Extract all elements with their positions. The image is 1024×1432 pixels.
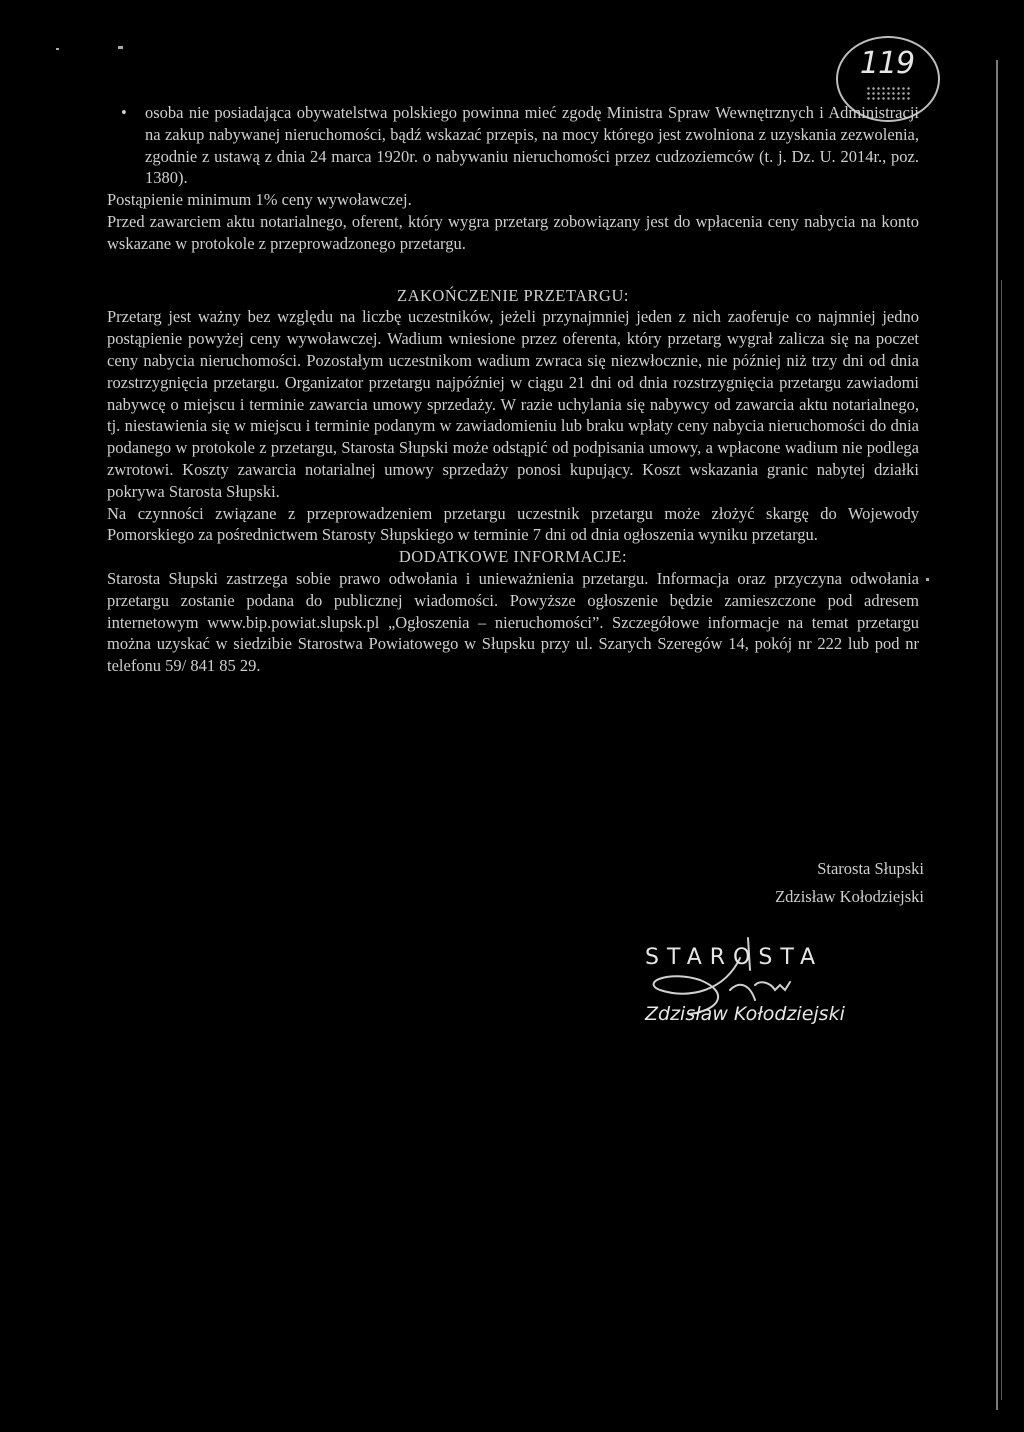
signature-title: Starosta Słupski <box>817 859 924 878</box>
paragraph-zakonczenie: Przetarg jest ważny bez względu na liczbę uczestników, jeżeli przynajmniej jeden z nich zaoferuje co najmniej jedno postąpienie powyżej ceny wywoławczej. Wadium wniesione przez oferenta, który przetarg wygrał zalicza się na poczet ceny nabycia nieruchomości. Pozostałym uczestnikom wadium zwraca się niezwłocznie, nie później niż trzy dni od dnia rozstrzygnięcia przetargu. Organizator przetargu najpóźniej w ciągu 21 dni od dnia rozstrzygnięcia przetargu zawiadomi nabywcę o miejscu i terminie zawarcia umowy sprzedaży. W razie uchylania się nabywcy od zawarcia aktu notarialnego, tj. niestawienia się w miejscu i terminie podanym w zawiadomieniu lub braku wpłaty ceny nabycia nieruchomości do dnia podanego w protokole z przetargu, Starosta Słupski może odstąpić od podpisania umowy, a wpłacone wadium nie podlega zwrotowi. Koszty zawarcia notarialnej umowy sprzedaży ponosi kupujący. Koszt wskazania granic nabytej działki pokrywa Starosta Słupski. <box>107 307 919 501</box>
paragraph-przed-zawarciem: Przed zawarciem aktu notarialnego, oferent, który wygra przetarg zobowiązany jest do wpłacenia ceny nabycia na konto wskazane w protokole z przeprowadzonego przetargu. <box>107 211 919 253</box>
signature-block <box>775 855 924 911</box>
bullet-item <box>107 102 919 189</box>
paragraph-dodatkowe: Starosta Słupski zastrzega sobie prawo odwołania i unieważnienia przetargu. Informacja oraz przyczyna odwołania przetargu zostanie podana do publicznej wiadomości. Powyższe ogłoszenie będzie zamieszczone pod adresem internetowym www.bip.powiat.slupsk.pl „Ogłoszenia – nieruchomości”. Szczegółowe informacje na temat przetargu można uzyskać w siedzibie Starostwa Powiatowego w Słupsku przy ul. Szarych Szeregów 14, pokój nr 222 lub pod nr telefonu 59/ 841 85 29. <box>107 568 919 676</box>
heading-dodatkowe: DODATKOWE INFORMACJE: <box>398 547 628 567</box>
bullet-text: osoba nie posiadająca obywatelstwa polskiego powinna mieć zgodę Ministra Spraw Wewnętrznych i Administracji na zakup nabywanej nieruchomości, bądź wskazać przepis, na mocy którego jest zwolniona z uzyskania zezwolenia, zgodnie z ustawą z dnia 24 marca 1920r. o nabywaniu nieruchomości przez cudzoziemców (t. j. Dz. U. 2014r., poz. 1380). <box>145 103 919 188</box>
scan-speck <box>118 46 123 49</box>
bullet-symbol: • <box>121 103 127 122</box>
heading-zakonczenie: ZAKOŃCZENIE PRZETARGU: <box>397 285 629 305</box>
stamp-dots <box>866 86 910 102</box>
signature-name: Zdzisław Kołodziejski <box>775 887 924 906</box>
page-number: 119 <box>859 46 915 81</box>
stamp-name: Zdzisław Kołodziejski <box>645 1003 845 1025</box>
stamp-title: STAROSTA <box>645 945 824 970</box>
document-body <box>107 102 919 677</box>
scan-speck <box>926 578 929 581</box>
scan-speck <box>56 48 59 50</box>
scan-edge-line <box>996 60 998 1410</box>
scan-edge-line-inner <box>1001 280 1002 1400</box>
paragraph-skarga: Na czynności związane z przeprowadzeniem przetargu uczestnik przetargu może złożyć skargę do Wojewody Pomorskiego za pośrednictwem Starosty Słupskiego w terminie 7 dni od dnia ogłoszenia wyniku przetargu. <box>107 503 919 545</box>
paragraph-postapienie: Postąpienie minimum 1% ceny wywoławczej. <box>107 190 412 210</box>
